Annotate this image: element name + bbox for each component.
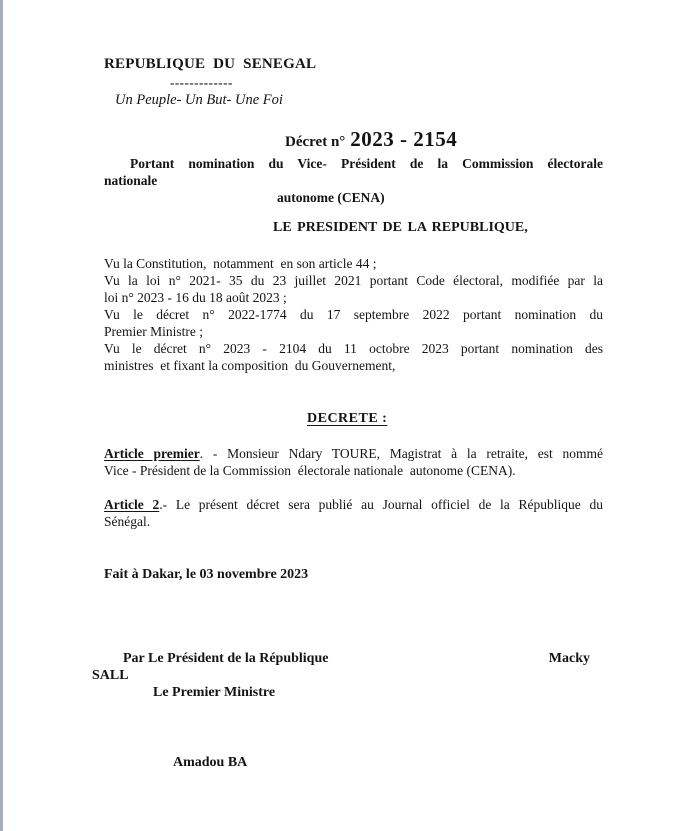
article-2-paragraph [104, 496, 603, 530]
republic-title: REPUBLIQUE DU SENEGAL [104, 56, 317, 72]
signature-row [92, 650, 590, 667]
visa-clauses [104, 255, 603, 374]
president-last-name: SALL [92, 668, 129, 683]
prime-minister-name: Amadou BA [173, 755, 248, 770]
decree-subject-line3: autonome (CENA) [277, 190, 385, 205]
article-premier-separator: . - [199, 446, 228, 461]
article-premier-line1 [104, 445, 603, 462]
decree-subject-line2: nationale [104, 173, 158, 188]
prime-minister-title: Le Premier Ministre [153, 685, 276, 700]
by-president-label: Par Le Président de la République [123, 651, 329, 666]
document-content [3, 0, 693, 771]
article-premier-text: Monsieur Ndary TOURE, Magistrat à la retraite, est nommé [227, 446, 603, 461]
article-2-separator: .- [159, 497, 176, 512]
decree-number-line [285, 128, 603, 153]
visa-line-5: Premier Ministre ; [104, 324, 203, 339]
visa-line-2: Vu la loi n° 2021- 35 du 23 juillet 2021 portant Code électoral, modifiée par la [104, 273, 603, 288]
article-2-label: Article 2 [104, 497, 160, 512]
visa-line-6: Vu le décret n° 2023 - 2104 du 11 octobre 2023 portant nomination des [104, 341, 603, 356]
visa-line-1: Vu la Constitution, notamment en son article 44 ; [104, 256, 377, 271]
article-premier-label: Article premier [104, 446, 200, 461]
article-2-line1 [104, 496, 603, 513]
visa-line-3: loi n° 2023 - 16 du 18 août 2023 ; [104, 290, 287, 305]
visa-line-4: Vu le décret n° 2022-1774 du 17 septembre 2022 portant nomination du [104, 307, 603, 322]
article-2-text: Le présent décret sera publié au Journal officiel de la République du [175, 497, 603, 512]
president-heading: LE PRESIDENT DE LA REPUBLIQUE, [273, 220, 528, 235]
article-2-line2: Sénégal. [104, 514, 151, 529]
signature-block [92, 650, 590, 771]
date-place-line: Fait à Dakar, le 03 novembre 2023 [104, 567, 309, 582]
decree-title-prefix: Décret n° [285, 134, 346, 150]
decree-subject-line1: Portant nomination du Vice- Président de la Commission électorale [130, 156, 603, 171]
national-motto: Un Peuple- Un But- Une Foi [115, 92, 283, 108]
decrete-heading: DECRETE : [307, 411, 388, 426]
president-first-name: Macky [548, 651, 590, 666]
article-premier-paragraph [104, 445, 603, 479]
visa-line-7: ministres et fixant la composition du Gouvernement, [104, 358, 396, 373]
article-premier-line2: Vice - Président de la Commission électorale nationale autonome (CENA). [104, 463, 516, 478]
separator-dashes: ------------- [170, 75, 233, 90]
decree-number: 2023 - 2154 [350, 127, 458, 151]
